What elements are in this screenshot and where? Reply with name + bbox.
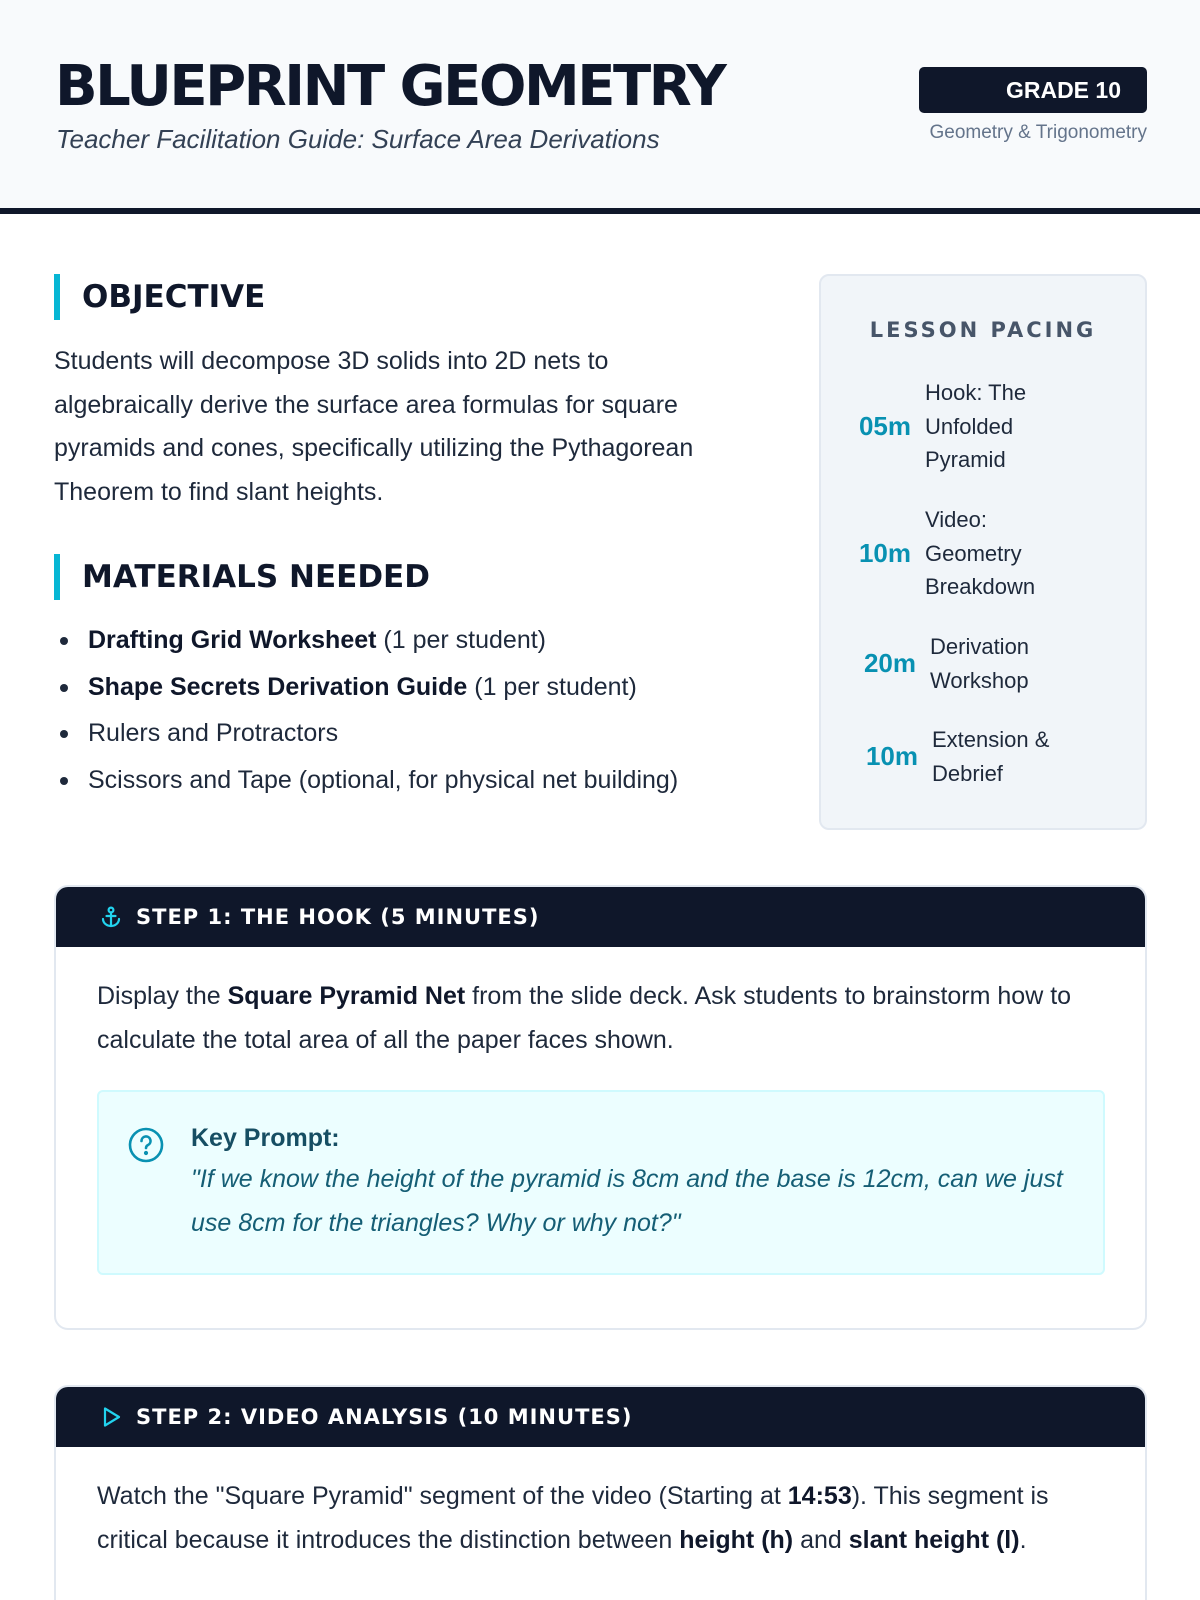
material-name: Shape Secrets Derivation Guide [88, 672, 468, 701]
pacing-row [850, 630, 1060, 697]
anchor-icon [98, 904, 124, 930]
pacing-label: Derivation Workshop [930, 634, 1030, 693]
grade-badge: GRADE 10 [919, 67, 1147, 113]
objective-heading: OBJECTIVE [54, 274, 265, 320]
text-run: ). This segment is critical because it introduces the distinction between [97, 1482, 1049, 1554]
list-item [54, 710, 774, 757]
pacing-time: 10m [858, 537, 912, 568]
step-2-card [54, 1385, 1147, 1600]
pacing-time: 05m [858, 410, 912, 441]
step-2-title: STEP 2: VIDEO ANALYSIS (10 MINUTES) [136, 1405, 633, 1429]
text-run: from the slide deck. Ask students to brainstorm how to calculate the total area of all the paper faces shown. [97, 982, 1072, 1054]
step-2-header [56, 1387, 1145, 1447]
objective-text: Students will decompose 3D solids into 2D nets to algebraically derive the surface area formulas for square pyramids and cones, specifically utilizing the Pythagorean Theorem to find slant heights. [54, 347, 694, 506]
question-circle-icon [127, 1126, 165, 1179]
materials-heading: MATERIALS NEEDED [54, 554, 430, 600]
step-2-body [56, 1447, 1145, 1600]
page-header [0, 0, 1200, 214]
lesson-pacing-panel [819, 274, 1147, 830]
guide-subtitle: Teacher Facilitation Guide: Surface Area Derivations [56, 124, 660, 154]
pacing-row [852, 723, 1072, 790]
text-run: and [793, 1525, 849, 1554]
pacing-title: LESSON PACING [869, 318, 1097, 342]
material-detail: (1 per student) [376, 626, 546, 654]
step-1-body [56, 947, 1145, 1315]
play-icon [98, 1404, 124, 1430]
pacing-time: 10m [865, 741, 919, 771]
pacing-row [845, 376, 1055, 477]
list-item [54, 757, 774, 804]
pacing-label: Hook: The Unfolded Pyramid [925, 380, 1027, 472]
material-detail: Rulers and Protractors [88, 719, 339, 747]
material-detail: Scissors and Tape (optional, for physical net building) [88, 765, 679, 794]
step-1-text [97, 975, 1105, 1062]
text-run: . [1019, 1525, 1027, 1554]
text-run-bold: Square Pyramid Net [227, 982, 466, 1010]
list-item [54, 664, 774, 711]
subject-label: Geometry & Trigonometry [929, 122, 1147, 143]
text-run: Watch the "Square Pyramid" segment of the video (Starting at [97, 1482, 788, 1510]
pacing-row [845, 503, 1055, 604]
text-run-bold: height (h) [679, 1525, 794, 1554]
key-prompt-box [97, 1090, 1105, 1275]
step-1-header [56, 887, 1145, 947]
step-1-title: STEP 1: THE HOOK (5 MINUTES) [136, 905, 540, 929]
prompt-text: "If we know the height of the pyramid is 8cm and the base is 12cm, can we just use 8cm for the triangles? Why or why not?" [191, 1165, 1063, 1237]
pacing-label: Video: Geometry Breakdown [925, 507, 1036, 599]
step-2-text [97, 1475, 1105, 1562]
prompt-label: Key Prompt: [191, 1124, 340, 1152]
text-run-bold: 14:53 [787, 1482, 852, 1510]
step-1-card [54, 885, 1147, 1330]
brand-title: BLUEPRINT GEOMETRY [55, 54, 725, 119]
text-run-bold: slant height (l) [848, 1525, 1020, 1554]
material-detail: (1 per student) [467, 672, 637, 701]
pacing-time: 20m [863, 648, 917, 678]
material-name: Drafting Grid Worksheet [88, 626, 377, 654]
list-item [54, 617, 774, 664]
pacing-label: Extension & Debrief [932, 727, 1050, 786]
materials-list [54, 617, 774, 803]
text-run: Display the [97, 982, 228, 1010]
